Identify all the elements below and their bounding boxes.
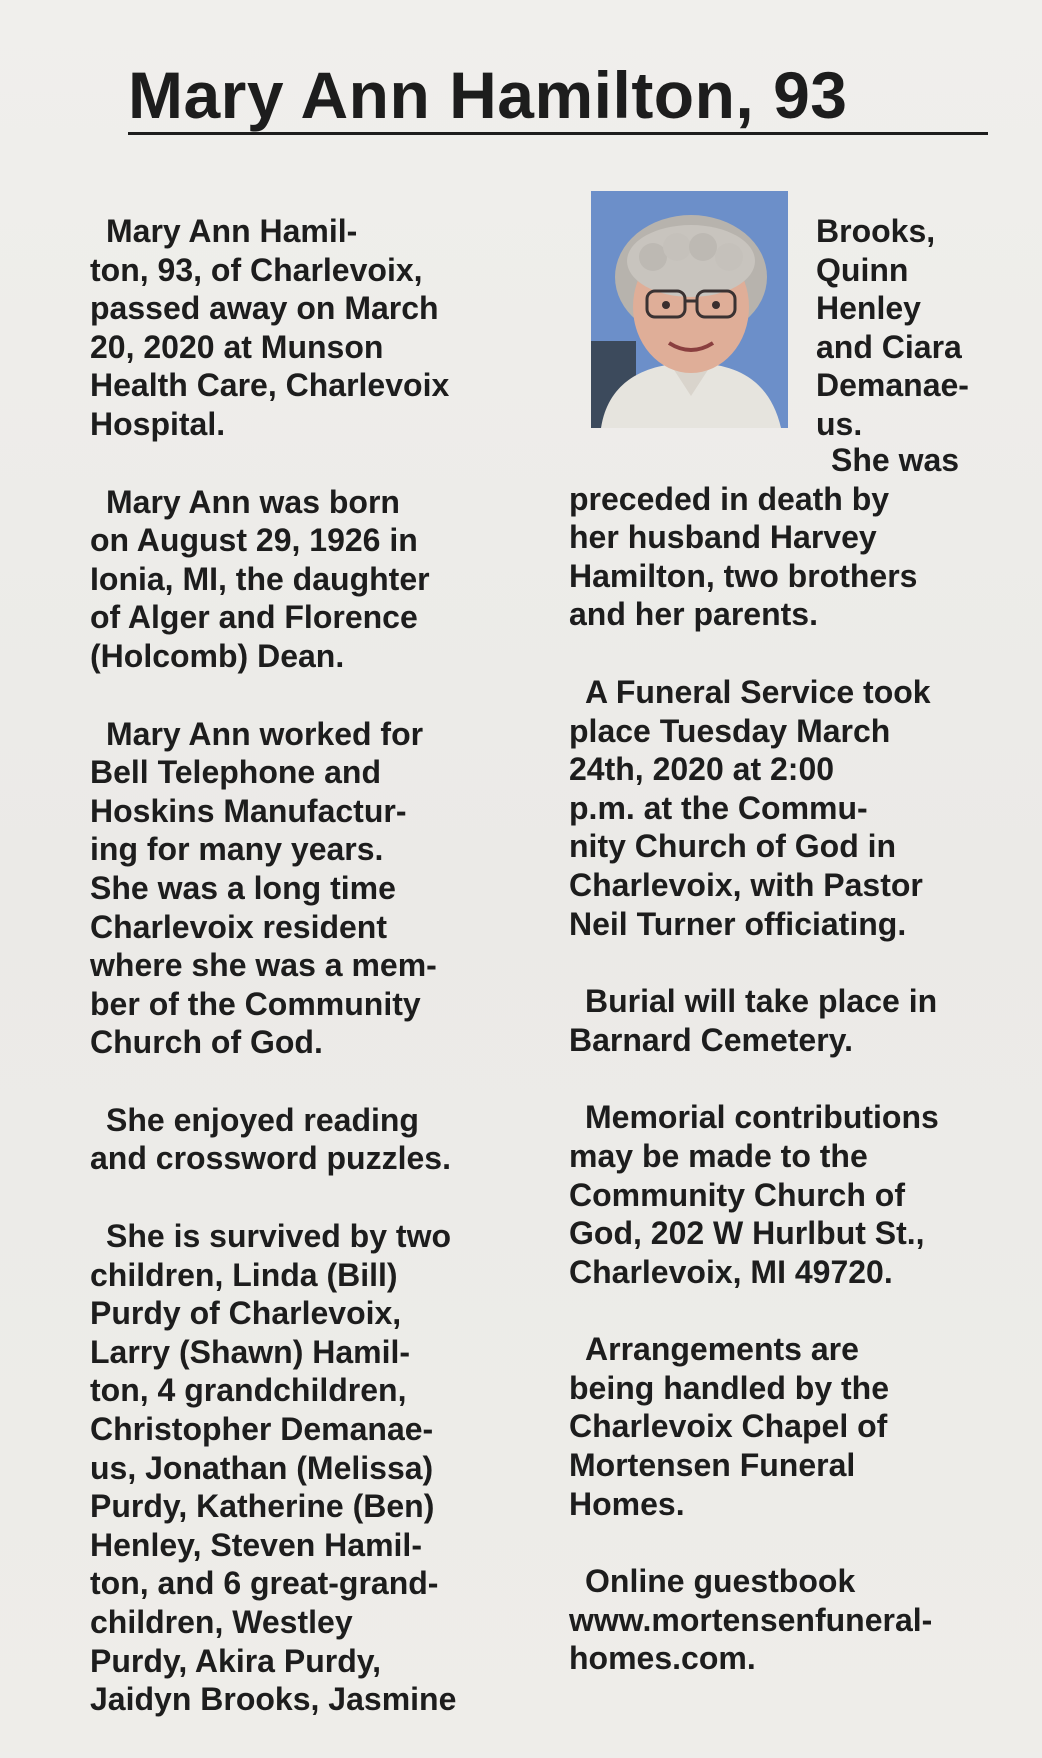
paragraph-hobbies [90, 1101, 530, 1178]
text-line: Church of God. [90, 1024, 323, 1061]
text-line: Homes. [569, 1485, 685, 1522]
text-line: ing for many years. [90, 831, 384, 868]
paragraph-preceded [569, 441, 1019, 634]
text-line: Mary Ann worked for [106, 715, 424, 752]
text-line: Hospital. [90, 405, 226, 442]
text-line: may be made to the [569, 1137, 868, 1174]
text-line: Online guestbook [585, 1563, 856, 1600]
text-line: Demanae- [816, 367, 969, 404]
text-line: 20, 2020 at Munson [90, 328, 384, 365]
text-line: Barnard Cemetery. [569, 1021, 853, 1058]
paragraph-guestbook [569, 1562, 1019, 1678]
paragraph-burial [569, 982, 1019, 1059]
text-line: p.m. at the Commu- [569, 789, 868, 826]
text-line: A Funeral Service took [585, 673, 931, 710]
left-column [90, 212, 530, 1758]
text-line: and crossword puzzles. [90, 1140, 451, 1177]
paragraph-death-notice [90, 212, 530, 444]
text-line: of Alger and Florence [90, 599, 418, 636]
text-line: Mary Ann Hamil- [106, 213, 358, 249]
text-line: Bell Telephone and [90, 754, 381, 791]
text-line: Mortensen Funeral [569, 1447, 856, 1484]
obituary-title: Mary Ann Hamilton, 93 [128, 58, 848, 132]
text-line: and her parents. [569, 596, 818, 633]
text-line: She was a long time [90, 869, 396, 906]
text-line: Henley [816, 290, 921, 327]
text-line: and Ciara [816, 328, 962, 365]
text-line: Ionia, MI, the daughter [90, 560, 430, 597]
right-column [569, 441, 1019, 1717]
text-line: preceded in death by [569, 480, 890, 517]
text-line: Christopher Demanae- [90, 1411, 434, 1448]
text-line: Hamilton, two brothers [569, 557, 918, 594]
text-line: Arrangements are [585, 1331, 859, 1368]
text-line: Charlevoix Chapel of [569, 1408, 888, 1445]
text-line: children, Linda (Bill) [90, 1256, 398, 1293]
text-line: ton, 4 grandchildren, [90, 1372, 407, 1409]
text-beside-photo [816, 212, 1016, 444]
text-line: Memorial contributions [585, 1099, 939, 1136]
title-underline [128, 132, 988, 135]
text-line: www.mortensenfuneral- [569, 1601, 933, 1638]
text-line: homes.com. [569, 1640, 756, 1677]
paragraph-survivors [90, 1217, 530, 1719]
paragraph-funeral-service [569, 673, 1019, 943]
text-line: Hoskins Manufactur- [90, 792, 407, 829]
text-line: Brooks, [816, 213, 936, 249]
paragraph-birth [90, 483, 530, 676]
text-line: 24th, 2020 at 2:00 [569, 751, 835, 788]
text-line: us. [816, 405, 863, 442]
text-line: Jaidyn Brooks, Jasmine [90, 1681, 457, 1718]
text-line: Charlevoix resident [90, 908, 387, 945]
text-line: ton, 93, of Charlevoix, [90, 251, 423, 288]
text-line: Quinn [816, 251, 909, 288]
text-line: She was [831, 442, 960, 478]
paragraph-arrangements [569, 1330, 1019, 1523]
text-line: Henley, Steven Hamil- [90, 1526, 422, 1563]
paragraph-career [90, 715, 530, 1062]
text-line: Charlevoix, with Pastor [569, 866, 923, 903]
text-line: Purdy of Charlevoix, [90, 1295, 402, 1332]
text-line: passed away on March [90, 290, 439, 327]
text-line: Neil Turner officiating. [569, 905, 907, 942]
text-line: God, 202 W Hurlbut St., [569, 1215, 925, 1252]
text-line: Purdy, Akira Purdy, [90, 1642, 382, 1679]
text-line: nity Church of God in [569, 828, 897, 865]
text-line: ton, and 6 great-grand- [90, 1565, 439, 1602]
portrait-photo-icon [591, 191, 788, 428]
text-line: Health Care, Charlevoix [90, 367, 450, 404]
text-line: Larry (Shawn) Hamil- [90, 1333, 411, 1370]
text-line: Burial will take place in [585, 983, 938, 1020]
text-line: where she was a mem- [90, 947, 437, 984]
text-line: being handled by the [569, 1369, 890, 1406]
text-line: (Holcomb) Dean. [90, 637, 345, 674]
text-line: her husband Harvey [569, 519, 877, 556]
text-line: ber of the Community [90, 985, 421, 1022]
text-line: Community Church of [569, 1176, 905, 1213]
text-line: She enjoyed reading [106, 1101, 419, 1138]
text-line: on August 29, 1926 in [90, 522, 418, 559]
text-line: us, Jonathan (Melissa) [90, 1449, 434, 1486]
text-line: Purdy, Katherine (Ben) [90, 1488, 435, 1525]
text-line: place Tuesday March [569, 712, 891, 749]
text-line: She is survived by two [106, 1218, 451, 1255]
paragraph-memorial [569, 1098, 1019, 1291]
text-line: Mary Ann was born [106, 483, 400, 520]
text-line: Charlevoix, MI 49720. [569, 1253, 893, 1290]
text-line: children, Westley [90, 1604, 353, 1640]
